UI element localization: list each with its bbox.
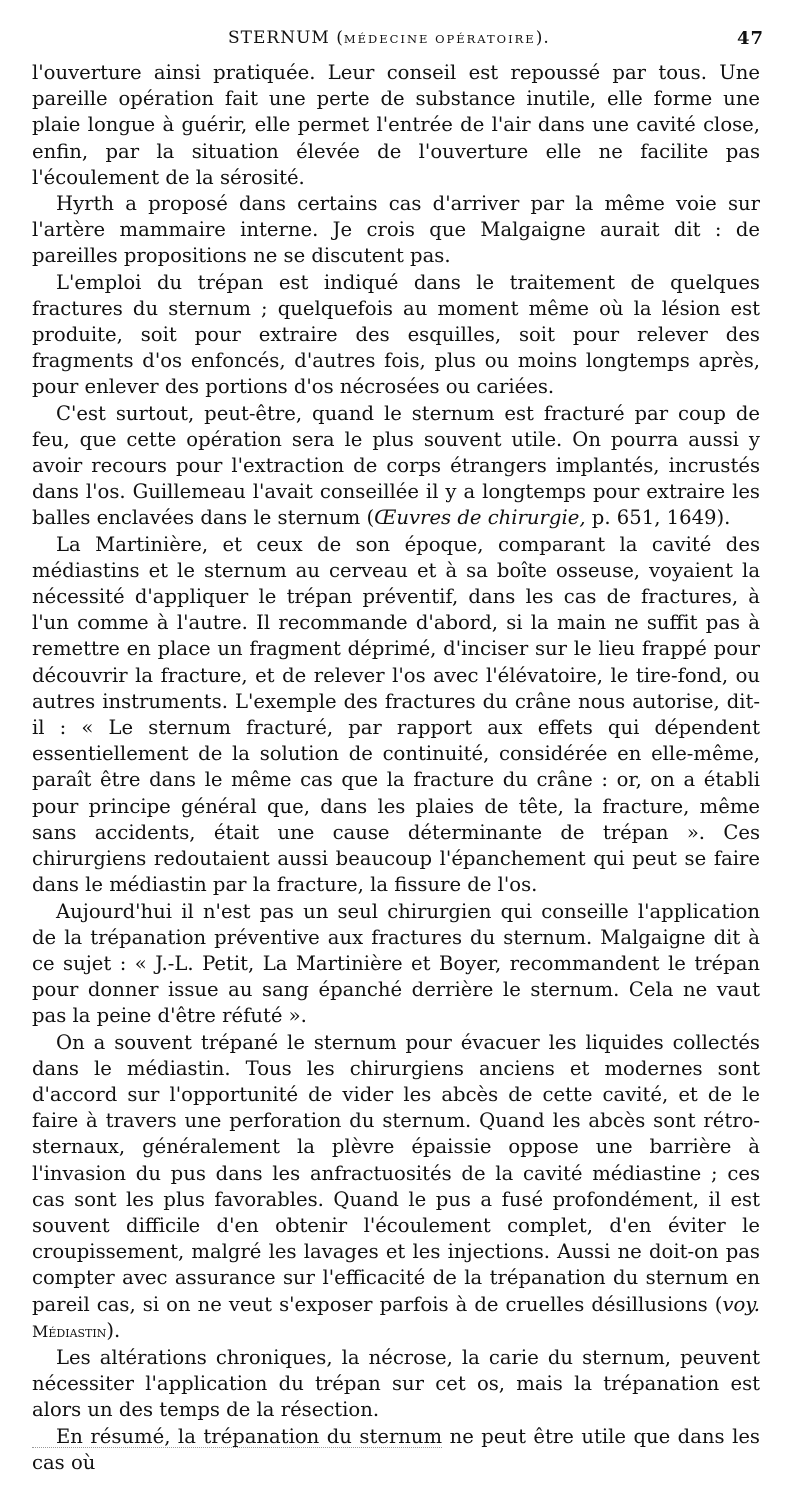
paragraph: En résumé, la trépanation du sternum ne peut être utile que dans les cas où xyxy=(32,1424,760,1474)
running-title xyxy=(228,28,550,48)
cross-reference-term: Médiastin xyxy=(32,1321,107,1341)
bottom-dotted-rule xyxy=(32,1447,442,1448)
paragraph-text: ). xyxy=(106,1318,121,1342)
paragraph: Les altérations chroniques, la nécrose, la carie du sternum, peuvent nécessiter l'application du trépan sur cet os, mais la trépanation est alors un des temps de la résection. xyxy=(32,1345,760,1422)
paragraph: La Martinière, et ceux de son époque, comparant la cavité des médiastins et le sternum au cerveau et à sa boîte osseuse, voyaient la nécessité d'appliquer le trépan préventif, dans les cas de fractures, à l'un comme à l'autre. Il recommande d'abord, si la main ne suffit pas à remettre en place un fragment déprimé, d'inciser sur le lieu frappé pour découvrir la fracture, et de relever l'os avec l'élévatoire, le tire-fond, ou autres instruments. L'exemple des fractures du crâne nous autorise, dit-il : « Le sternum fracturé, par rapport aux effets qui dépendent essentiellement de la solution de continuité, considérée en elle-même, paraît être dans le même cas que la fracture du crâne : or, on a établi pour principe général que, dans les plaies de tête, la fracture, même sans accidents, était une cause déterminante de trépan ». Ces chirurgiens redoutaient aussi beaucoup l'épanchement qui peut se faire dans le médiastin par la fracture, la fissure de l'os. xyxy=(32,532,760,897)
running-title-end: ). xyxy=(535,28,550,48)
paragraph: l'ouverture ainsi pratiquée. Leur conseil est repoussé par tous. Une pareille opération fait une perte de substance inutile, elle forme une plaie longue à guérir, elle permet l'entrée de l'air dans une cavité close, enfin, par la situation élevée de l'ouverture elle ne facilite pas l'écoulement de la sérosité. xyxy=(32,61,760,189)
running-header xyxy=(32,28,764,56)
paragraph xyxy=(32,1030,760,1345)
paragraph-text: C'est surtout, peut-être, quand le sternum est fracturé par coup de feu, que cette opération sera le plus souvent utile. On pourra aussi y avoir recours pour l'extraction de corps étrangers implantés, incrustés dans l'os. Guillemeau l'avait conseillée il y a longtemps pour extraire les balles enclavées dans le sternum ( xyxy=(32,401,760,530)
paragraph: Hyrth a proposé dans certains cas d'arriver par la même voie sur l'artère mammaire interne. Je crois que Malgaigne aurait dit : de pareilles propositions ne se discutent pas. xyxy=(32,192,760,268)
running-title-main: STERNUM ( xyxy=(228,28,344,48)
paragraph: L'emploi du trépan est indiqué dans le traitement de quelques fractures du sternum ; quelquefois au moment même où la lésion est produite, soit pour extraire des esquilles, soit pour relever des fragments d'os enfoncés, d'autres fois, plus ou moins longtemps après, pour enlever des portions d'os nécrosées ou cariées. xyxy=(32,270,760,399)
page-number: 47 xyxy=(736,28,764,49)
running-title-subtitle: MÉDECINE OPÉRATOIRE xyxy=(343,32,536,46)
citation-title: Œuvres de chirurgie, xyxy=(374,506,586,530)
paragraph-text: On a souvent trépané le sternum pour évacuer les liquides collectés dans le médiastin. Tous les chirurgiens anciens et modernes sont d'accord sur l'opportunité de vider les abcès de cette cavité, et de le faire à travers une perforation du sternum. Quand les abcès sont rétro-sternaux, généralement la plèvre épaissie oppose une barrière à l'invasion du pus dans les anfractuosités de la cavité médiastine ; ces cas sont les plus favorables. Quand le pus a fusé profondément, il est souvent difficile d'en obtenir l'écoulement complet, d'en éviter le croupissement, malgré les lavages et les injections. Aussi ne doit-on pas compter avec assurance sur l'efficacité de la trépanation du sternum en pareil cas, si on ne veut s'exposer parfois à de cruelles désillusions ( xyxy=(32,1030,760,1316)
cross-reference-voy: voy. xyxy=(722,1292,760,1316)
paragraph xyxy=(32,401,760,532)
paragraph: Aujourd'hui il n'est pas un seul chirurgien qui conseille l'application de la trépanation préventive aux fractures du sternum. Malgaigne dit à ce sujet : « J.-L. Petit, La Martinière et Boyer, recommandent le trépan pour donner issue au sang épanché derrière le sternum. Cela ne vaut pas la peine d'être réfuté ». xyxy=(32,899,760,1028)
paragraph-text: p. 651, 1649). xyxy=(585,506,731,530)
body-text xyxy=(32,60,760,1476)
